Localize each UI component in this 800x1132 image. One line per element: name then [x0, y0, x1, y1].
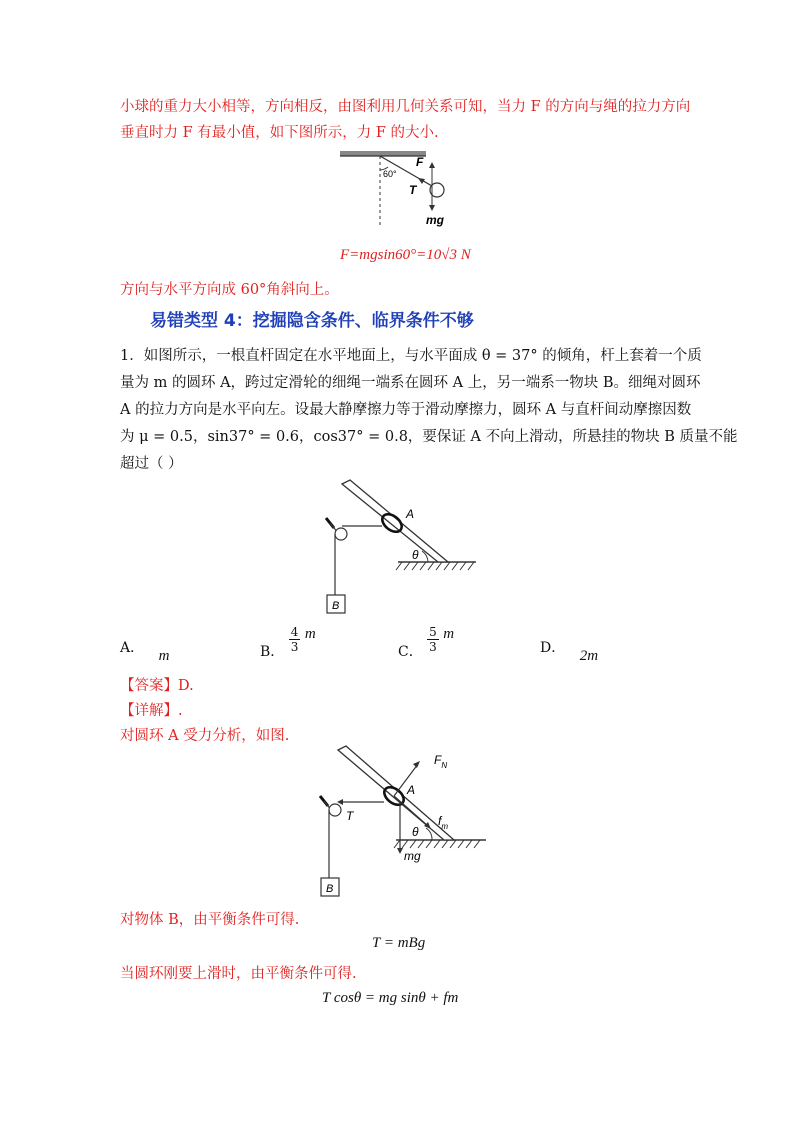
- object-b-line: 对物体 B，由平衡条件可得.: [120, 912, 300, 928]
- option-b-var: m: [304, 625, 316, 642]
- fig3-friction-label: $f_m$: [438, 814, 449, 831]
- question-line-3: A 的拉力方向是水平向左。设最大静摩擦力等于滑动摩擦力，圆环 A 与直杆间动摩擦因数: [120, 402, 692, 418]
- intro-line-1: 小球的重力大小相等，方向相反，由图利用几何关系可知，当力 F 的方向与绳的拉力方向: [120, 99, 691, 115]
- formula-F-min: F=mgsin60°=10√3 N: [340, 247, 471, 263]
- question-line-1: 1．如图所示，一根直杆固定在水平地面上，与水平面成 θ = 37° 的倾角，杆上套着一个质: [120, 348, 702, 364]
- fig1-force-F: F: [416, 155, 424, 169]
- intro-line-2: 垂直时力 F 有最小值，如下图所示，力 F 的大小.: [120, 125, 439, 141]
- option-c-letter: C．: [398, 643, 423, 660]
- option-a[interactable]: [120, 637, 170, 664]
- option-d-value: 2m: [579, 648, 599, 664]
- fig3-ring-label: A: [407, 783, 416, 797]
- question-line-2: 量为 m 的圆环 A，跨过定滑轮的细绳一端系在圆环 A 上，另一端系一物块 B。细绳对圆环: [120, 375, 701, 391]
- question-line-4: 为 μ = 0.5，sin37° = 0.6，cos37° = 0.8，要保证 A 不向上滑动，所悬挂的物块 B 质量不能: [120, 429, 738, 445]
- fig1-angle-label: 60°: [383, 169, 397, 179]
- ring-slide-line: 当圆环刚要上滑时，由平衡条件可得.: [120, 966, 357, 982]
- option-b-letter: B．: [260, 643, 285, 660]
- option-b-denominator: 3: [290, 640, 299, 654]
- option-a-value: m: [158, 648, 170, 664]
- option-a-letter: A．: [120, 640, 145, 656]
- fig2-angle-label: θ: [412, 548, 419, 562]
- option-d[interactable]: [540, 637, 599, 664]
- fig2-ring-label: A: [406, 507, 415, 521]
- figure-ring-force-analysis: [310, 742, 500, 900]
- option-c[interactable]: [398, 625, 455, 660]
- option-b[interactable]: [260, 625, 316, 660]
- question-line-5: 超过（ ）: [120, 456, 183, 472]
- figure-rod-ring-pulley: [316, 478, 486, 618]
- fig3-weight-label: mg: [404, 849, 421, 863]
- option-c-var: m: [443, 625, 455, 642]
- fig3-angle-label: θ: [412, 825, 419, 839]
- fig2-block-label: B: [332, 600, 340, 612]
- equation-tension: T = mBg: [372, 935, 426, 951]
- option-c-denominator: 3: [429, 640, 437, 654]
- section-heading: 易错类型 4：挖掘隐含条件、临界条件不够: [150, 311, 474, 331]
- fig1-weight-mg: mg: [426, 213, 444, 227]
- equation-balance: T cosθ = mg sinθ + fm: [322, 990, 459, 1006]
- fig3-normal-label: $F_N$: [434, 753, 448, 770]
- fig3-block-label: B: [326, 883, 334, 895]
- fig1-tension-T: T: [409, 183, 417, 197]
- answer-line: 【答案】D.: [120, 678, 194, 694]
- figure-rope-force-diagram: [336, 148, 466, 236]
- option-d-letter: D．: [540, 640, 566, 656]
- fig3-tension-label: T: [346, 809, 354, 823]
- option-b-numerator: 4: [290, 625, 299, 639]
- direction-line: 方向与水平方向成 60°角斜向上。: [120, 282, 339, 298]
- explain-title: 【详解】.: [120, 703, 183, 719]
- analysis-line: 对圆环 A 受力分析，如图.: [120, 728, 290, 744]
- option-c-numerator: 5: [429, 625, 437, 639]
